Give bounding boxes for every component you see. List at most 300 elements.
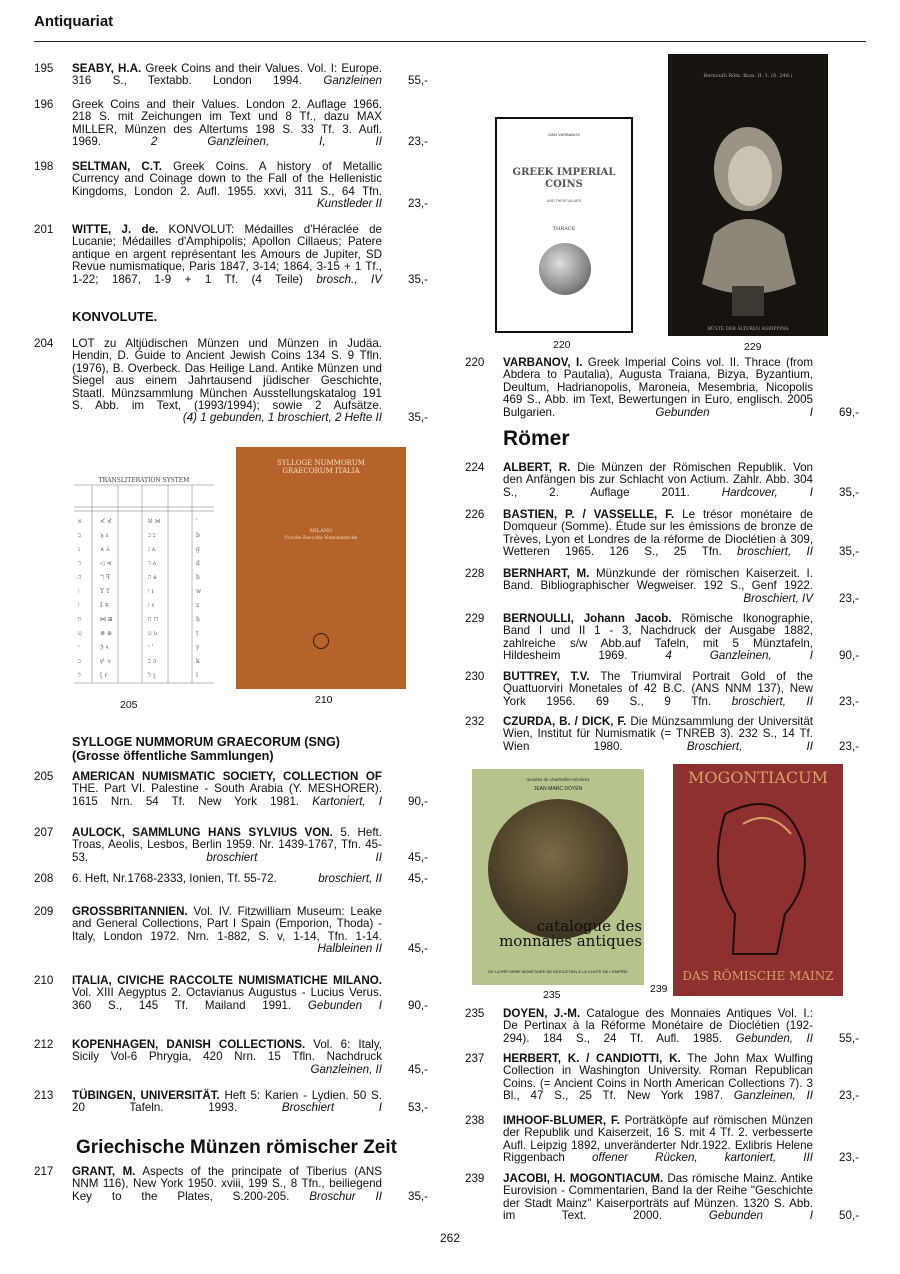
entry-text: S., 2. Auflage 2011.	[503, 485, 690, 499]
entry-number: 195	[34, 62, 54, 75]
svg-text:ɭ ℓ: ɭ ℓ	[100, 672, 107, 679]
svg-text:ʾ: ʾ	[196, 518, 198, 525]
entry-text: antique en argent représentant les Amours de Jupiter, SD	[72, 247, 382, 261]
entry-description	[503, 1173, 813, 1223]
mogont-title: MOGONTIACUM	[687, 768, 829, 787]
author-name: BERNHART, M.	[503, 567, 590, 580]
entry-description	[72, 1039, 382, 1076]
entry-line	[503, 1210, 813, 1222]
entry-description	[72, 771, 382, 808]
entry-line	[503, 696, 813, 708]
binding-condition: broschiert, II	[318, 872, 382, 885]
entry-description	[503, 671, 813, 708]
binding-condition: Ganzleinen, II	[733, 1089, 813, 1103]
bust-caption-top: Bernoulli Röm. Ikon. II. 1. (S. 248.)	[703, 73, 793, 79]
svg-text:≮ ⊀: ≮ ⊀	[100, 518, 112, 525]
binding-condition: Hardcover, I	[721, 485, 813, 499]
varbanov-vol: THRACE	[552, 226, 576, 232]
entry-description	[72, 1166, 382, 1203]
entry-text: Quattuorviri Monetales of 42 B.C. (ANS NNM 137), New	[503, 682, 813, 696]
price: 69,-	[839, 406, 859, 419]
entry-text: Greek Coins and their Values. London 2. Auflage 1966.	[72, 98, 382, 111]
translit-title: TRANSLITERATION SYSTEM	[98, 477, 190, 484]
entry-text: Key to the Plates, S.200-205.	[72, 1189, 290, 1203]
varbanov-sub: AND THEIR VALUES	[546, 199, 582, 203]
entry-text: Wetteren 1965. 126 S., 25 Tfn.	[503, 545, 722, 559]
price: 35,-	[408, 411, 428, 424]
entry-text: 53.	[72, 850, 89, 864]
svg-text:⊗ ⊕: ⊗ ⊕	[100, 630, 112, 637]
entry-text: Band. Bibliographischer Wegweiser. 192 S., Genf 1922.	[503, 579, 813, 593]
entry-line	[72, 75, 382, 87]
entry-text: LOT zu Altjüdischen Münzen und Münzen in Judäa.	[72, 337, 382, 350]
entry-line	[503, 1090, 813, 1102]
entry-text: Catalogue des Monnaies Antiques Vol. I.:	[580, 1007, 813, 1020]
entry-number: 230	[465, 670, 485, 683]
entry-text: The John Max Wulfing	[680, 1052, 813, 1065]
price: 23,-	[839, 695, 859, 708]
svg-text:Y ϒ: Y ϒ	[100, 588, 110, 595]
svg-text:כ: כ	[78, 658, 81, 665]
svg-text:ל: ל	[78, 672, 81, 679]
translit-image	[72, 471, 216, 685]
author-name: ALBERT, R.	[503, 461, 571, 474]
entry-text: The Triumviral Portrait Gold of the	[589, 670, 814, 683]
entry-text: Collection in Washington University. Roman Republican	[503, 1064, 813, 1078]
svg-text:ב: ב	[78, 532, 81, 539]
author-name: GRANT, M.	[72, 1165, 136, 1178]
price: 35,-	[408, 273, 428, 286]
entry-text: 294). 184 S., 24 Tf. Aufl. 1985.	[503, 1031, 723, 1045]
author-name: CZURDA, B. / DICK, F.	[503, 715, 627, 728]
svg-text:ג ʌ: ג ʌ	[148, 546, 156, 553]
entry-description	[503, 613, 813, 663]
price: 45,-	[408, 1063, 428, 1076]
entry-line	[72, 136, 382, 148]
entry-text: Aspects of the principate of Tiberius (ANS	[135, 1165, 382, 1178]
entry-text: Hildesheim 1969.	[503, 649, 628, 663]
entry-text: Wien, Institut für Numismatik (= TNREB 3). 232 S., 14 Tf.	[503, 727, 813, 741]
entry-number: 226	[465, 508, 485, 521]
entry-description	[503, 509, 813, 559]
price: 53,-	[408, 1101, 428, 1114]
entry-text: (1976), B. Overbeck. Das Heilige Land. Antike Münzen und	[72, 361, 382, 375]
svg-text:ח: ח	[78, 616, 82, 623]
sng-cover-line: Civiche Raccolte Numismatiche	[284, 536, 358, 541]
doyen-title: catalogue des monnaies antiques	[499, 917, 642, 950]
entry-line	[72, 796, 382, 808]
author-name: AMERICAN NUMISMATIC SOCIETY, COLLECTION OF	[72, 770, 382, 783]
author-name: SELTMAN, C.T.	[72, 160, 163, 173]
svg-text:k: k	[196, 658, 200, 665]
section-heading-konvolute: KONVOLUTE.	[72, 309, 158, 324]
entry-text: 360 S., 145 Tf. Mailand 1991.	[72, 998, 292, 1012]
entry-description	[503, 1053, 813, 1103]
author-name: AULOCK, SAMMLUNG HANS SYLVIUS VON.	[72, 826, 333, 839]
author-name: SEABY, H.A.	[72, 62, 142, 75]
section-heading-griech: Griechische Münzen römischer Zeit	[76, 1137, 397, 1158]
doyen-sub: DE LA RÉFORME MONÉTAIRE DE DIOCLÉTIEN À LA CHUTE DE L'EMPIRE	[488, 969, 628, 974]
section-heading-roemer: Römer	[503, 427, 570, 450]
price: 23,-	[408, 135, 428, 148]
author-name: TÜBINGEN, UNIVERSITÄT.	[72, 1089, 220, 1102]
doyen-author: JEAN-MARC DOYEN	[533, 786, 583, 792]
entry-line	[72, 873, 382, 885]
bust-graphic	[668, 54, 828, 336]
entry-text: Heft 5: Karien - Lydien. 50 S.	[219, 1089, 382, 1102]
author-name: VARBANOV, I.	[503, 356, 583, 369]
entry-text: Bulgarien.	[503, 405, 556, 419]
entry-description	[72, 1090, 382, 1115]
author-name: BASTIEN, P. / VASSELLE, F.	[503, 508, 675, 521]
svg-text:י ’: י ’	[148, 644, 154, 651]
entry-number: 198	[34, 160, 54, 173]
entry-description	[503, 1008, 813, 1045]
sng-cover-title: SYLLOGE NUMMORUM GRAECORUM ITALIA	[277, 459, 365, 475]
price: 45,-	[408, 872, 428, 885]
entry-text: Greek Imperial Coins vol. II. Thrace (from	[582, 356, 814, 369]
image-caption-220: 220	[553, 339, 571, 351]
entry-text: Römische Ikonographie,	[671, 612, 813, 625]
svg-text:ז: ז	[78, 602, 80, 609]
entry-line	[72, 1000, 382, 1012]
author-name: WITTE, J. de.	[72, 223, 159, 236]
price: 90,-	[408, 795, 428, 808]
binding-condition: brosch., IV	[316, 272, 382, 286]
price: 90,-	[839, 649, 859, 662]
agrippina-bust-photo	[668, 54, 828, 336]
entry-text: Eurovision - Commentarien, Band Ia der Reihe "Geschichte	[503, 1184, 813, 1198]
entry-text: Abdera to Pautalia), Augusta Traiana, Bizya, Byzantium,	[503, 368, 813, 382]
author-name: ITALIA, CIVICHE RACCOLTE NUMISMATICHE MILANO.	[72, 974, 382, 987]
author-name: BUTTREY, T.V.	[503, 670, 590, 683]
svg-text:d: d	[196, 560, 200, 567]
price: 50,-	[839, 1209, 859, 1222]
image-caption-210: 210	[315, 694, 333, 706]
entry-text: 469 S., Abb. im Text, Bewertungen in Euro, englisch. 2005	[503, 393, 813, 407]
entry-text: Die Münzen der Römischen Republik. Von	[570, 461, 814, 474]
entry-line	[503, 593, 813, 605]
entry-line	[503, 487, 813, 499]
entry-line	[72, 1102, 382, 1114]
svg-text:I ∓: I ∓	[100, 602, 110, 609]
svg-text:∧ ⅄: ∧ ⅄	[100, 546, 110, 553]
svg-text:ḥ: ḥ	[196, 616, 200, 623]
entry-text: NNM 116), New York 1950. xviii, 199 S., 8 Tfn., beiliegend	[72, 1177, 382, 1191]
entry-line	[503, 546, 813, 558]
price: 55,-	[408, 74, 428, 87]
entry-line	[72, 1191, 382, 1203]
svg-text:כ ɔ: כ ɔ	[148, 658, 157, 665]
entry-line	[72, 198, 382, 210]
mogontiacum-cover	[673, 764, 843, 996]
section-heading-sng2: (Grosse öffentliche Sammlungen)	[72, 749, 274, 763]
entry-description	[72, 63, 382, 88]
svg-text:ד: ד	[78, 560, 81, 567]
entry-text: Hendin, D. Guide to Ancient Jewish Coins 134 S. 9 Tfln.	[72, 349, 382, 363]
entry-description	[503, 568, 813, 605]
sng-italia-cover	[236, 447, 406, 689]
entry-text: der Stadt Mainz" Kaiserporträts auf Münzen. 1320 S. Abb.	[503, 1196, 813, 1210]
entry-text: Currency and Coinage down to the Fall of the Hellenistic	[72, 172, 382, 186]
binding-condition: broschiert, II	[731, 694, 813, 708]
entry-number: 220	[465, 356, 485, 369]
entry-number: 204	[34, 337, 54, 350]
binding-condition: offener Rücken, kartoniert, III	[591, 1151, 813, 1165]
entry-text: Trèves, Lyon et Londres de la réforme de Dioclétien à 309,	[503, 532, 813, 546]
binding-condition: Broschur II	[309, 1189, 382, 1203]
entry-text: York 1956. 69 S., 9 Tfn.	[503, 694, 712, 708]
entry-number: 201	[34, 223, 54, 236]
bust-caption-bottom: BÜSTE DER ÄLTEREN AGRIPPINA	[707, 327, 789, 332]
svg-text:l: l	[196, 672, 198, 679]
entry-number: 208	[34, 872, 54, 885]
entry-text: Lucanie; Médailles d'Amphipolis; Apollon Cillaeus; Patere	[72, 235, 382, 249]
entry-text: Revue numismatique, Paris 1847, 3-14; 1864, 3-15 + 1 Tf.,	[72, 260, 382, 274]
entry-number: 235	[465, 1007, 485, 1020]
author-name: IMHOOF-BLUMER, F.	[503, 1114, 620, 1127]
svg-text:ח ⊓: ח ⊓	[148, 616, 159, 623]
entry-text: 20 Tafeln. 1993.	[72, 1101, 238, 1115]
binding-condition: 4 Ganzleinen, I	[665, 649, 813, 663]
entry-description	[72, 906, 382, 956]
price: 23,-	[839, 1089, 859, 1102]
binding-condition: Broschiert, IV	[743, 591, 813, 605]
svg-text:י: י	[78, 644, 80, 651]
price: 45,-	[408, 942, 428, 955]
entry-text: der Republik und Kaiserzeit, 16 S. mit 4 Tf. 2. verbesserte	[503, 1126, 813, 1140]
svg-text:ב ב: ב ב	[148, 532, 156, 539]
entry-number: 238	[465, 1114, 485, 1127]
entry-text: Le trésor monétaire de	[674, 508, 813, 521]
entry-description	[72, 827, 382, 864]
entry-text: Riggenbach	[503, 1151, 565, 1165]
svg-text:ל ʅ: ל ʅ	[148, 672, 156, 679]
svg-text:ט ʋ: ט ʋ	[148, 630, 158, 637]
entry-line	[503, 1152, 813, 1164]
doyen-cover	[472, 769, 644, 985]
entry-number: 205	[34, 770, 54, 783]
price: 23,-	[839, 1151, 859, 1164]
entry-text: Vol. XIII Aegyptus 2. Octavianus Augustus - Lucius Verus.	[72, 986, 382, 1000]
entry-line	[72, 943, 382, 955]
author-name: DOYEN, J.-M.	[503, 1007, 581, 1020]
entry-text: Italy, London 1972. Nrn. 1-882, S. v, 1-14, Tfn. 1-14.	[72, 929, 382, 943]
price: 90,-	[408, 999, 428, 1012]
entry-text: Kingdoms, London 2. Aufl. 1955. xxvi, 311 S., 64 Tfn.	[72, 184, 382, 198]
doyen-top: musées de charleville-mézières	[526, 777, 590, 782]
header-rule	[34, 41, 866, 42]
entry-text: Vol. IV. Fitzwilliam Museum: Leake	[187, 905, 382, 918]
entry-text: Domqueur (Somme). Étude sur les émissions de bronze de	[503, 520, 813, 534]
svg-text:ϡ ɤ: ϡ ɤ	[100, 532, 109, 539]
binding-condition: Broschiert I	[281, 1101, 382, 1115]
entry-text: Die Münzsammlung der Universität	[626, 715, 813, 728]
entry-description	[503, 462, 813, 499]
entry-number: 228	[465, 567, 485, 580]
entry-description	[503, 357, 813, 419]
varbanov-author: IVAN VARBANOV	[547, 132, 581, 137]
varbanov-title: GREEK IMPERIAL COINS	[512, 167, 616, 190]
price: 55,-	[839, 1032, 859, 1045]
svg-text:ℨ ꝛ: ℨ ꝛ	[100, 644, 109, 651]
entry-text: De Pertinax à la Réforme Monétaire de Dioclétien (192-	[503, 1019, 813, 1033]
sng-cover-emblem	[313, 633, 329, 649]
entry-text: Porträtköpfe auf römischen Münzen	[619, 1114, 814, 1127]
entry-text: Münzkunde der römischen Kaiserzeit. I.	[589, 567, 813, 580]
entry-text: 1615 Nrn. 54 Tf. New York 1981.	[72, 794, 300, 808]
entry-text: S. Abb. im Text, (1993/1994); sowie 2 Aufsätze.	[72, 399, 382, 413]
entry-text: and General Collections, Part I Spain (Emporion, Thoda) -	[72, 917, 382, 931]
entry-number: 237	[465, 1052, 485, 1065]
svg-text:ט: ט	[78, 630, 82, 637]
entry-text: Troas, Aeolis, Lesbos, Berlin 1959. Nr. 1439-1767, Tfn. 45-	[72, 838, 382, 852]
entry-description	[503, 716, 813, 753]
binding-condition: Gebunden I	[708, 1209, 813, 1223]
varbanov-cover	[495, 117, 633, 333]
svg-text:b: b	[196, 532, 200, 539]
svg-text:ו ı: ו ı	[148, 588, 154, 595]
entry-text: 6. Heft, Nr.1768-2333, Ionien, Tf. 55-72.	[72, 872, 277, 885]
entry-text: THE. Part VI. Palestine - South Arabia (Y. MESHORER).	[72, 782, 382, 796]
entry-text: Greek Coins and their Values. Vol. I: Europe.	[141, 62, 382, 75]
translit-table-graphic	[72, 471, 216, 685]
entry-description	[72, 338, 382, 425]
entry-text: Das römische Mainz. Antike	[663, 1172, 814, 1185]
entry-text: Wien 1980.	[503, 739, 623, 753]
entry-line	[72, 1064, 382, 1076]
entry-text: Band I und II 1 - 3, Nachdruck der Ausgabe 1882,	[503, 624, 813, 638]
entry-number: 239	[465, 1172, 485, 1185]
entry-number: 224	[465, 461, 485, 474]
entry-text: Siegel aus einem Jahrtausend jüdischer Geschichte,	[72, 374, 382, 388]
varbanov-coin	[539, 243, 591, 295]
price: 35,-	[408, 1190, 428, 1203]
entry-description	[72, 161, 382, 211]
entry-description	[72, 873, 382, 885]
binding-condition: 2 Ganzleinen, I, II	[150, 135, 382, 149]
entry-description	[72, 224, 382, 286]
price: 45,-	[408, 851, 428, 864]
svg-text:ו: ו	[78, 588, 80, 595]
entry-number: 217	[34, 1165, 54, 1178]
binding-condition: Ganzleinen	[323, 74, 382, 88]
page-number: 262	[439, 1231, 461, 1245]
price: 35,-	[839, 545, 859, 558]
entry-line	[503, 1033, 813, 1045]
entry-number: 232	[465, 715, 485, 728]
binding-condition: Halbleinen II	[317, 942, 382, 956]
entry-number: 210	[34, 974, 54, 987]
svg-text:ℸ ꟻ: ℸ ꟻ	[100, 574, 110, 581]
author-name: HERBERT, K. / CANDIOTTI, K.	[503, 1052, 681, 1065]
price: 23,-	[408, 197, 428, 210]
svg-text:ה: ה	[78, 574, 82, 581]
binding-condition: Ganzleinen, II	[310, 1062, 382, 1076]
entry-text: 1-22; 1867, 1-9 + 1 Tf. (4 Teile)	[72, 272, 303, 286]
svg-text:h: h	[196, 574, 200, 581]
entry-text: Coins. (= Ancient Coins in North American Collections 7). 3	[503, 1076, 813, 1090]
entry-number: 209	[34, 905, 54, 918]
entry-text: Bl., 47 S., 25 Tf. New York 1987.	[503, 1089, 724, 1103]
entry-line	[72, 852, 382, 864]
entry-line	[72, 274, 382, 286]
svg-text:ṭ: ṭ	[196, 630, 199, 637]
svg-text:g: g	[196, 546, 200, 553]
entry-text: den Anfängen bis zur Schlacht von Actium. Zahlr. Abb. 304	[503, 473, 813, 487]
entry-text: 5. Heft.	[332, 826, 382, 839]
entry-number: 196	[34, 98, 54, 111]
entry-text: Staatl. Münzsammlung München Ausstellungskatalog 191	[72, 386, 382, 400]
entry-text: 218 S. mit Zeichungen im Text und 8 Tf., dazu MAX	[72, 110, 382, 124]
entry-number: 213	[34, 1089, 54, 1102]
binding-condition: broschiert, II	[737, 545, 813, 559]
author-name: JACOBI, H. MOGONTIACUM.	[503, 1172, 664, 1185]
svg-text:א: א	[78, 518, 82, 525]
entry-text: 316 S., Textabb. London 1994.	[72, 74, 303, 88]
svg-text:ד ᴧ: ד ᴧ	[148, 560, 157, 567]
entry-number: 229	[465, 612, 485, 625]
svg-text:ז ℓ: ז ℓ	[148, 602, 155, 609]
binding-condition: Broschiert, II	[686, 739, 813, 753]
binding-condition: (4) 1 gebunden, 1 broschiert, 2 Hefte II	[182, 411, 382, 425]
entry-text: Aufl. Leipzig 1892, unveränderter Ndr.1922. Exlibris Helene	[503, 1138, 813, 1152]
entry-text: im Text. 2000.	[503, 1209, 663, 1223]
mogont-portrait-graphic	[673, 764, 843, 996]
page-header: Antiquariat	[34, 13, 114, 30]
entry-line	[503, 407, 813, 419]
image-caption-235: 235	[543, 989, 561, 1001]
entry-text: zahlreiche s/w Abb.auf Tafeln, mit 5 Münztafeln,	[503, 636, 813, 650]
svg-text:y: y	[196, 644, 200, 651]
entry-line	[503, 650, 813, 662]
entry-description	[503, 1115, 813, 1165]
author-name: GROSSBRITANNIEN.	[72, 905, 188, 918]
binding-condition: broschiert II	[206, 850, 382, 864]
author-name: KOPENHAGEN, DANISH COLLECTIONS.	[72, 1038, 306, 1051]
price: 23,-	[839, 592, 859, 605]
image-caption-239: 239	[650, 983, 668, 995]
entry-line	[503, 741, 813, 753]
section-heading-sng1: SYLLOGE NUMMORUM GRAECORUM (SNG)	[72, 735, 340, 749]
svg-text:ג: ג	[78, 546, 80, 553]
entry-number: 207	[34, 826, 54, 839]
binding-condition: Kartoniert, I	[312, 794, 382, 808]
entry-text: Sicily Vol-6 Phrygia, 420 Nrn. 15 Tfln. Nachdruck	[72, 1050, 382, 1064]
mogont-sub: DAS RÖMISCHE MAINZ	[682, 969, 834, 983]
svg-text:z: z	[196, 602, 200, 609]
binding-condition: Kunstleder II	[316, 197, 382, 211]
entry-text: Vol. 6: Italy,	[305, 1038, 383, 1051]
entry-line	[72, 412, 382, 424]
image-caption-229: 229	[744, 341, 762, 353]
author-name: BERNOULLI, Johann Jacob.	[503, 612, 672, 625]
entry-text: Deultum, Hadrianopolis, Maroneia, Mesembria, Nicopolis	[503, 380, 813, 394]
svg-text:ה ꞩ: ה ꞩ	[148, 574, 157, 581]
entry-text: Greek Coins. A history of Metallic	[162, 160, 383, 173]
svg-text:ℵ ⋊: ℵ ⋊	[148, 518, 161, 525]
entry-description	[72, 99, 382, 149]
sng-cover-sub: MILANO	[309, 528, 333, 534]
binding-condition: Gebunden I	[307, 998, 382, 1012]
entry-text: KONVOLUT: Médailles d'Héraclée de	[158, 223, 382, 236]
svg-text:w: w	[196, 588, 202, 595]
svg-text:⊬ ⋎: ⊬ ⋎	[100, 658, 112, 665]
entry-text: MILLER, Münzen des Altertums 198 S. 33 Tf. 3. Aufl.	[72, 122, 382, 136]
binding-condition: Gebunden I	[655, 405, 813, 419]
entry-text: 1969.	[72, 135, 102, 149]
svg-text:⋈ ⊞: ⋈ ⊞	[100, 616, 113, 623]
